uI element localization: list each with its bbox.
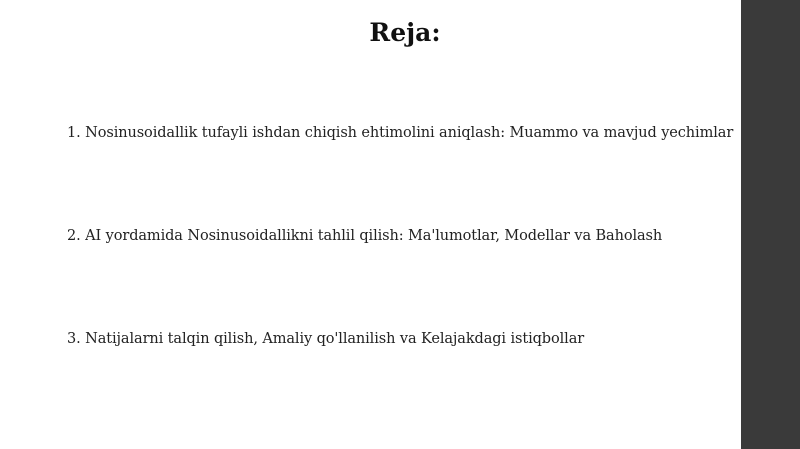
agenda-item-3: 3. Natijalarni talqin qilish, Amaliy qo'llanilish va Kelajakdagi istiqbollar (67, 331, 585, 347)
slide-title: Reja: (369, 18, 441, 47)
agenda-item-2: 2. AI yordamida Nosinusoidallikni tahlil qilish: Ma'lumotlar, Modellar va Baholash (67, 228, 663, 244)
agenda-item-1: 1. Nosinusoidallik tufayli ishdan chiqish ehtimolini aniqlash: Muammo va mavjud yechimlar (67, 125, 734, 141)
side-panel (741, 0, 800, 449)
